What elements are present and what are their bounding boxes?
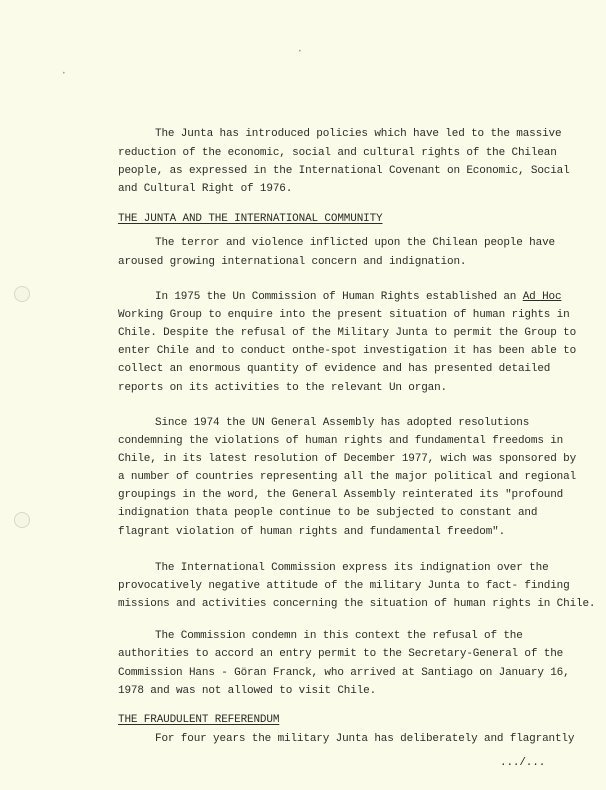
text-line: authorities to accord an entry permit to the Secretary-General of the xyxy=(118,648,564,660)
continuation-marker: .../... xyxy=(500,757,546,769)
section-heading: THE FRAUDULENT REFERENDUM xyxy=(118,714,280,726)
text-line: missions and activities concerning the situation of human rights in Chile. xyxy=(118,598,596,610)
paper-speck: • xyxy=(298,48,302,55)
text-line: Working Group to enquire into the present situation of human rights in xyxy=(118,309,570,321)
text-line: enter Chile and to conduct onthe-spot investigation it has been able to xyxy=(118,345,577,357)
text-line: reduction of the economic, social and cultural rights of the Chilean xyxy=(118,147,557,159)
text-line: groupings in the word, the General Assembly reinterated its "profound xyxy=(118,489,564,501)
text-line xyxy=(155,290,561,304)
text-line: Commission Hans - Göran Franck, who arrived at Santiago on January 16, xyxy=(118,667,570,679)
text-line: For four years the military Junta has deliberately and flagrantly xyxy=(155,733,575,745)
text-line: The International Commission express its indignation over the xyxy=(155,562,549,574)
text-line: collect an enormous quantity of evidence and has presented detailed xyxy=(118,363,551,375)
punch-hole-top xyxy=(14,286,30,302)
text-line: Chile. Despite the refusal of the Military Junta to permit the Group to xyxy=(118,327,577,339)
text-line: reports on its activities to the relevant Un organ. xyxy=(118,382,448,394)
underlined-term: Ad Hoc xyxy=(522,291,562,303)
text-line: The Commission condemn in this context the refusal of the xyxy=(155,630,523,642)
paper-speck: • xyxy=(62,70,66,77)
text-line: condemning the violations of human rights and fundamental freedoms in xyxy=(118,435,564,447)
text-line: The Junta has introduced policies which have led to the massive xyxy=(155,128,562,140)
text-line: Since 1974 the UN General Assembly has adopted resolutions xyxy=(155,417,530,429)
section-heading: THE JUNTA AND THE INTERNATIONAL COMMUNITY xyxy=(118,213,383,225)
punch-hole-bottom xyxy=(14,512,30,528)
text-line: The terror and violence inflicted upon the Chilean people have xyxy=(155,237,555,249)
text-line: a number of countries representing all the major political and regional xyxy=(118,471,577,483)
text-line: and Cultural Right of 1976. xyxy=(118,183,293,195)
text-line: flagrant violation of human rights and fundamental freedom". xyxy=(118,526,506,538)
text-line: aroused growing international concern and indignation. xyxy=(118,256,467,268)
text-line: people, as expressed in the International Covenant on Economic, Social xyxy=(118,165,570,177)
text-line: Chile, in its latest resolution of December 1977, wich was sponsored by xyxy=(118,453,577,465)
text-line: 1978 and was not allowed to visit Chile. xyxy=(118,685,377,697)
text-line: provocatively negative attitude of the military Junta to fact- finding xyxy=(118,580,570,592)
text-segment: In 1975 the Un Commission of Human Rights established an xyxy=(155,291,523,303)
text-line: indignation thata people continue to be subjected to constant and xyxy=(118,507,538,519)
